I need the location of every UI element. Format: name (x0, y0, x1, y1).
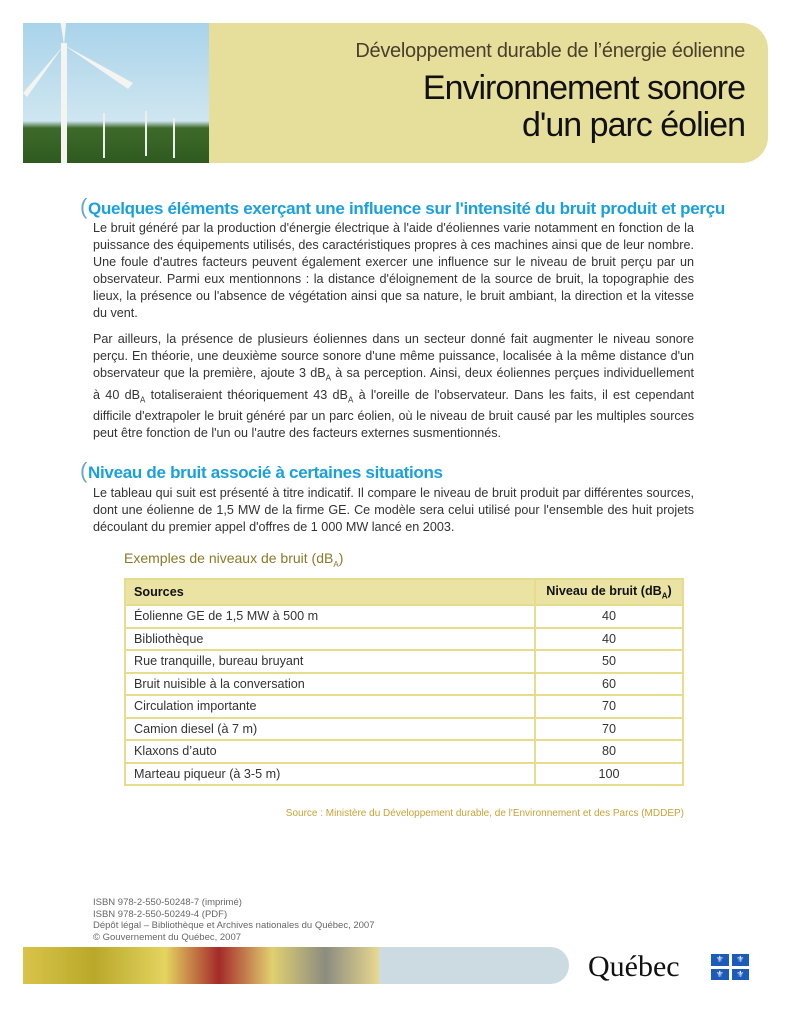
level-cell: 70 (535, 718, 683, 741)
wind-turbine-icon (23, 23, 209, 163)
level-cell: 100 (535, 763, 683, 786)
paragraph: Par ailleurs, la présence de plusieurs éoliennes dans un secteur donné fait augmenter le niveau sonore perçu. En théorie, une deuxième source sonore d'une même puissance, localisée à la même distance d'un observateur que la première, ajoute 3 $dB_A$ à sa perception. Ainsi, deux éoliennes perçues individuellement à 40 $dB_A$ totaliseraient théoriquement 43 $dB_A$ à l'oreille de l'observateur. Dans les faits, il est cependant difficile d'extrapoler le bruit généré par un parc éolien, où le niveau de bruit causé par les multiples sources peut être fonction de l'un ou l'autre des facteurs externes susmentionnés. (93, 332, 694, 441)
source-cell: Marteau piqueur (à 3-5 m) (125, 763, 535, 786)
footer-bar (379, 947, 569, 984)
source-cell: Camion diesel (à 7 m) (125, 718, 535, 741)
page-title (423, 70, 745, 144)
section-heading-2 (80, 458, 443, 484)
source-cell: Bruit nuisible à la conversation (125, 673, 535, 696)
level-cell: 80 (535, 740, 683, 763)
table-row (125, 650, 683, 673)
level-cell: 50 (535, 650, 683, 673)
legal-info (93, 897, 375, 943)
source-cell: Éolienne GE de 1,5 MW à 500 m (125, 605, 535, 628)
isbn-print: ISBN 978-2-550-50248-7 (imprimé) (93, 897, 242, 908)
wind-turbine-photo (23, 23, 209, 163)
noise-table (124, 578, 684, 786)
copyright: © Gouvernement du Québec, 2007 (93, 931, 242, 943)
paren-icon: ( (80, 458, 88, 483)
level-cell: 60 (535, 673, 683, 696)
source-cell: Klaxons d’auto (125, 740, 535, 763)
title-line-1: Environnement sonore (422, 69, 745, 107)
fleur-de-lis-flag-icon: ⚜ ⚜ ⚜ ⚜ (711, 954, 749, 980)
table-row (125, 695, 683, 718)
quebec-logo: Québec (588, 950, 680, 983)
source-cell: Circulation importante (125, 695, 535, 718)
table-row (125, 628, 683, 651)
section-heading-1 (80, 194, 725, 220)
level-cell: 70 (535, 695, 683, 718)
table-row (125, 718, 683, 741)
table-source: Source : Ministère du Développement durable, de l'Environnement et des Parcs (MDDEP) (285, 808, 684, 819)
source-cell: Rue tranquille, bureau bruyant (125, 650, 535, 673)
paragraph: Le tableau qui suit est présenté à titre indicatif. Il compare le niveau de bruit produit par différentes sources, dont une éolienne de 1,5 MW de la firme GE. Ce modèle sera celui utilisé pour l'ensemble des huit projets découlant du premier appel d'offres de 1 000 MW lancé en 2003. (93, 486, 694, 534)
table-row (125, 763, 683, 786)
header-subtitle: Développement durable de l’énergie éolienne (355, 40, 745, 62)
table-row (125, 673, 683, 696)
paren-icon: ( (80, 194, 88, 219)
title-line-2: d'un parc éolien (522, 106, 745, 144)
table-row (125, 740, 683, 763)
section-heading-text: Niveau de bruit associé à certaines situations (88, 463, 443, 482)
table-caption: Exemples de niveaux de bruit $(dB_A)$ (124, 550, 344, 569)
level-cell: 40 (535, 628, 683, 651)
legal-deposit: Dépôt légal – Bibliothèque et Archives nationales du Québec, 2007 (93, 920, 375, 931)
isbn-pdf: ISBN 978-2-550-50249-4 (PDF) (93, 908, 228, 920)
column-header-level: Niveau de bruit $(dB_A)$ (535, 579, 683, 605)
source-cell: Bibliothèque (125, 628, 535, 651)
column-header-sources: Sources (125, 579, 535, 605)
table-row (125, 605, 683, 628)
level-cell: 40 (535, 605, 683, 628)
paragraph: Le bruit généré par la production d'énergie électrique à l'aide d'éoliennes varie notamment en fonction de la puissance des équipements utilisés, des caractéristiques propres à ces machines ainsi que de leur nombre. Une foule d'autres facteurs peuvent également exercer une influence sur le niveau de bruit perçu par un observateur. Parmi eux mentionnons : la distance d'éloignement de la source de bruit, la topographie des lieux, la présence ou l'absence de végétation ainsi que sa nature, le bruit ambiant, la direction et la vitesse du vent. (93, 221, 694, 320)
footer-illustration (23, 947, 379, 984)
section-heading-text: Quelques éléments exerçant une influence sur l'intensité du bruit produit et perçu (88, 199, 725, 218)
